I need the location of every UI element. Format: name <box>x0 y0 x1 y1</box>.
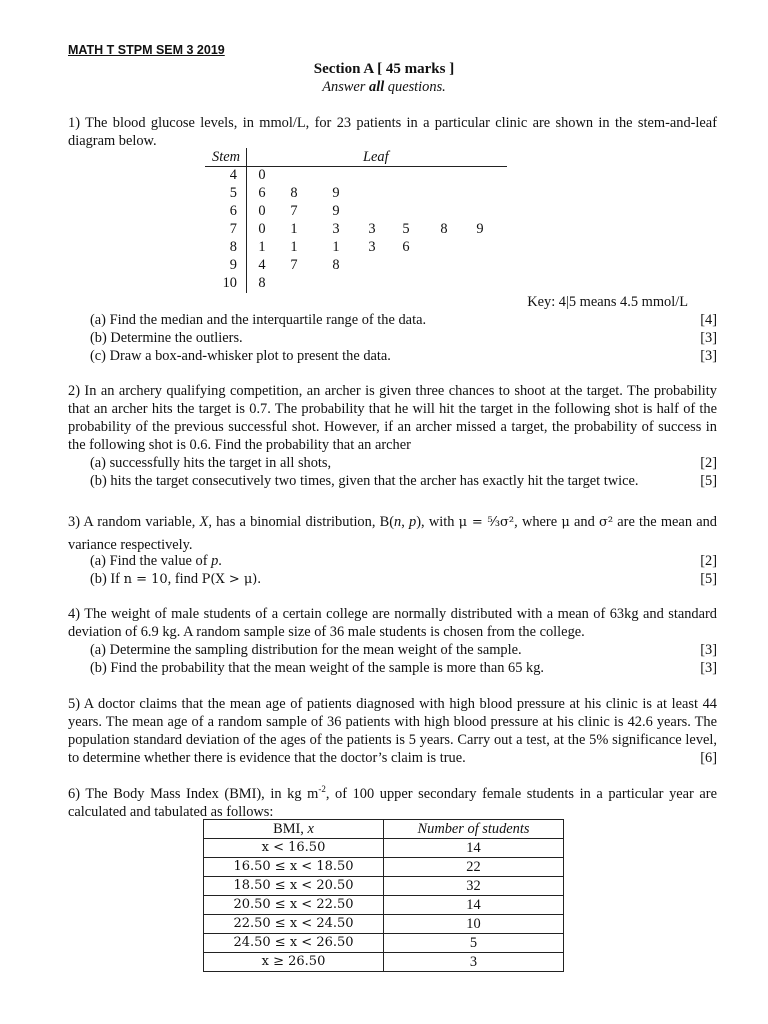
leaf-header: Leaf <box>363 149 389 165</box>
question-4b <box>90 659 717 677</box>
leaf-value: 6 <box>258 185 266 201</box>
part-text: (a) Find the value of p. <box>90 553 222 569</box>
table-row <box>204 896 564 915</box>
question-2-text: 2) In an archery qualifying competition, an archer is given three chances to shoot at the target. The probability that an archer hits the target is 0.7. The probability that he will hit the target in the following shot is half of the probability of the previous successful shot. However, if an archer missed a target, the probability of success in the following shot is 0.6. Find the probability that an archer <box>68 383 717 453</box>
table-row <box>204 915 564 934</box>
question-3a <box>90 552 717 570</box>
document-header: MATH T STPM SEM 3 2019 <box>68 43 225 57</box>
students-column-header: Number of students <box>384 820 564 839</box>
leaf-value: 3 <box>332 221 340 237</box>
student-count: 5 <box>384 934 564 953</box>
leaf-value: 3 <box>368 221 376 237</box>
leaf-value: 8 <box>290 185 298 201</box>
leaf-value: 1 <box>290 239 298 255</box>
leaf-value: 8 <box>332 257 340 273</box>
marks: [3] <box>700 348 717 364</box>
stem-value: 7 <box>229 221 237 237</box>
stem-value: 10 <box>222 275 237 291</box>
bmi-range: x < 16.50 <box>204 839 384 858</box>
stem-value: 6 <box>229 203 237 219</box>
question-5-marks: [6] <box>700 750 717 766</box>
part-text: (b) hits the target consecutively two times, given that the archer has exactly hit the target twice. <box>90 473 639 489</box>
part-text: (b) Determine the outliers. <box>90 330 243 346</box>
marks: [3] <box>700 330 717 346</box>
part-text: (a) Determine the sampling distribution for the mean weight of the sample. <box>90 642 522 658</box>
part-text: (a) successfully hits the target in all shots, <box>90 455 332 471</box>
marks: [5] <box>700 473 717 489</box>
student-count: 14 <box>384 896 564 915</box>
student-count: 22 <box>384 858 564 877</box>
leaf-value: 0 <box>258 221 266 237</box>
student-count: 32 <box>384 877 564 896</box>
question-2b <box>90 472 717 490</box>
leaf-value: 1 <box>332 239 340 255</box>
part-text: (b) Find the probability that the mean weight of the sample is more than 65 kg. <box>90 660 545 676</box>
stem-leaf-divider-v <box>246 148 247 293</box>
leaf-value: 7 <box>290 257 298 273</box>
question-3b <box>90 570 717 589</box>
part-text: (a) Find the median and the interquartile range of the data. <box>90 312 427 328</box>
part-text: (b) If n = 10, find P(X > μ). <box>90 571 261 587</box>
question-1a <box>90 311 717 329</box>
leaf-value: 8 <box>440 221 448 237</box>
mean-variance-formula: μ = ⁵⁄₃σ² <box>458 515 515 530</box>
table-row <box>204 839 564 858</box>
stem-value: 5 <box>229 185 237 201</box>
leaf-value: 9 <box>332 203 340 219</box>
section-instruction: Answer all questions. <box>322 79 446 95</box>
marks: [3] <box>700 660 717 676</box>
question-4a <box>90 641 717 659</box>
bmi-table <box>203 819 564 972</box>
question-4-text: 4) The weight of male students of a certain college are normally distributed with a mean of 63kg and standard deviation of 6.9 kg. A random sample size of 36 male students is chosen from the college. <box>68 606 717 640</box>
leaf-value: 3 <box>368 239 376 255</box>
student-count: 3 <box>384 953 564 972</box>
question-1b <box>90 329 717 347</box>
bmi-range: x ≥ 26.50 <box>204 953 384 972</box>
leaf-value: 9 <box>476 221 484 237</box>
student-count: 14 <box>384 839 564 858</box>
leaf-value: 0 <box>258 203 266 219</box>
bmi-range: 20.50 ≤ x < 22.50 <box>204 896 384 915</box>
table-row <box>204 934 564 953</box>
leaf-value: 1 <box>290 221 298 237</box>
leaf-value: 6 <box>402 239 410 255</box>
stem-value: 8 <box>229 239 237 255</box>
leaf-value: 8 <box>258 275 266 291</box>
leaf-value: 9 <box>332 185 340 201</box>
section-title: Section A [ 45 marks ] <box>313 61 455 77</box>
question-1-text: 1) The blood glucose levels, in mmol/L, for 23 patients in a particular clinic are shown in the stem-and-leaf diagram below. <box>68 115 717 149</box>
question-3-text: 3) A random variable, X, has a binomial distribution, B(n, p), with μ = ⁵⁄₃σ², where μ and σ² are the mean and variance respectively. <box>68 514 717 553</box>
marks: [5] <box>700 571 717 587</box>
marks: [2] <box>700 455 717 471</box>
question-5-text: 5) A doctor claims that the mean age of patients diagnosed with high blood pressure at his clinic is at least 44 years. The mean age of a random sample of 36 patients with high blood pressure at his clinic is 42.6 years. The population standard deviation of the ages of the patients is 5 years. Carry out a test, at the 5% significance level, to determine whether there is evidence that the doctor’s claim is true. <box>68 696 717 766</box>
marks: [3] <box>700 642 717 658</box>
marks: [4] <box>700 312 717 328</box>
bmi-column-header: BMI, x <box>204 820 384 839</box>
leaf-value: 5 <box>402 221 410 237</box>
question-2a <box>90 454 717 472</box>
bmi-range: 16.50 ≤ x < 18.50 <box>204 858 384 877</box>
stem-value: 9 <box>229 257 237 273</box>
marks: [2] <box>700 553 717 569</box>
bmi-range: 18.50 ≤ x < 20.50 <box>204 877 384 896</box>
stem-value: 4 <box>229 167 237 183</box>
stem-header: Stem <box>212 149 240 165</box>
part-text: (c) Draw a box-and-whisker plot to present the data. <box>90 348 391 364</box>
bmi-range: 24.50 ≤ x < 26.50 <box>204 934 384 953</box>
table-row <box>204 858 564 877</box>
leaf-value: 4 <box>258 257 266 273</box>
bmi-range: 22.50 ≤ x < 24.50 <box>204 915 384 934</box>
table-row <box>204 877 564 896</box>
student-count: 10 <box>384 915 564 934</box>
leaf-value: 1 <box>258 239 266 255</box>
question-6-text: 6) The Body Mass Index (BMI), in kg $m^{-2}$, of 100 upper secondary female students in a particular year are calculated and tabulated as follows: <box>68 784 717 820</box>
leaf-value: 7 <box>290 203 298 219</box>
table-row <box>204 953 564 972</box>
stem-leaf-key: Key: 4|5 means 4.5 mmol/L <box>527 294 688 310</box>
question-1c <box>90 347 717 365</box>
leaf-value: 0 <box>258 167 266 183</box>
stem-leaf-divider-h <box>205 166 507 167</box>
